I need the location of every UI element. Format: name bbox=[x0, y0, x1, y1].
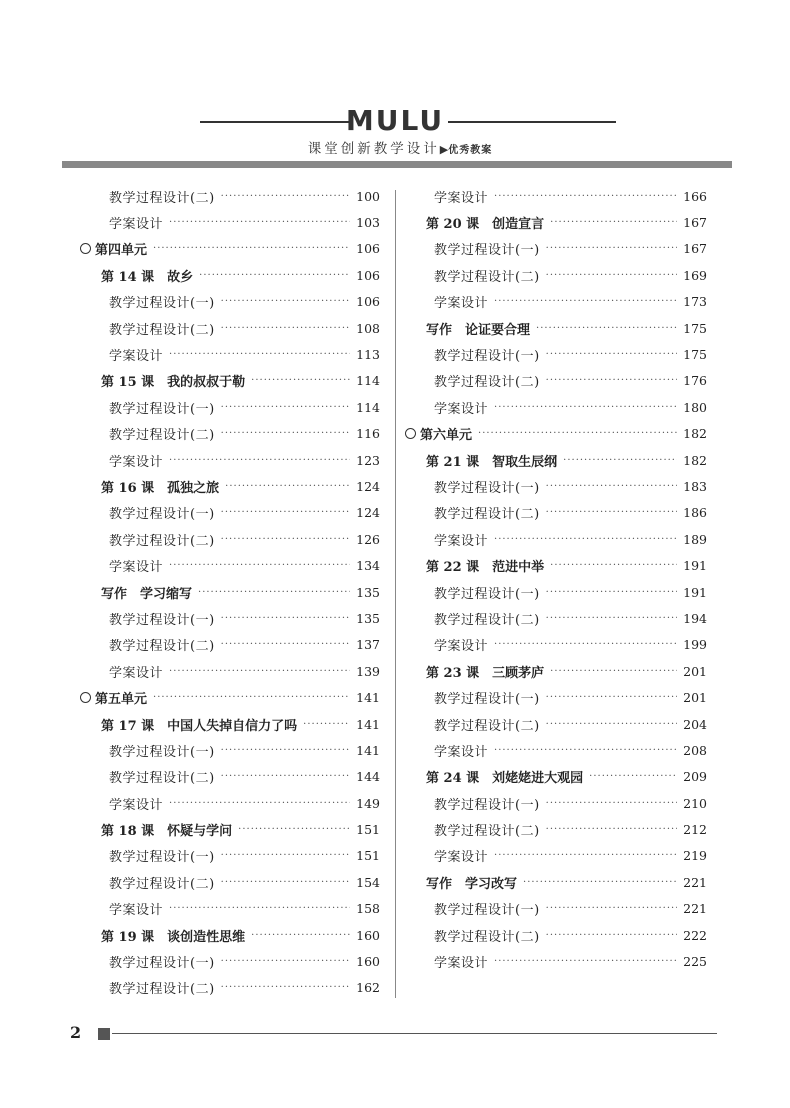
toc-entry-label: 第 21 课 智取生辰纲 bbox=[426, 454, 558, 470]
toc-entry-label: 教学过程设计(二) bbox=[434, 375, 540, 391]
dot-leader bbox=[546, 798, 677, 809]
toc-entry-label: 学案设计 bbox=[434, 850, 489, 866]
toc-entry-lesson[interactable] bbox=[80, 816, 380, 842]
dot-leader bbox=[546, 692, 677, 703]
toc-entry-page: 154 bbox=[356, 874, 380, 890]
dot-leader bbox=[199, 270, 350, 281]
toc-entry-page: 151 bbox=[356, 848, 380, 864]
dot-leader bbox=[550, 560, 677, 571]
toc-entry-page: 176 bbox=[683, 373, 707, 389]
dot-leader bbox=[546, 613, 677, 624]
toc-entry-label: 第 19 课 谈创造性思维 bbox=[101, 929, 246, 945]
toc-entry-label: 教学过程设计(二) bbox=[434, 718, 540, 734]
dot-leader bbox=[546, 270, 677, 281]
toc-entry-page: 204 bbox=[683, 716, 707, 732]
toc-entry-lesson[interactable] bbox=[80, 922, 380, 948]
toc-entry-page: 139 bbox=[356, 663, 380, 679]
toc-entry-sub[interactable] bbox=[80, 843, 380, 869]
toc-entry-page: 194 bbox=[683, 610, 707, 626]
arrow-icon: ▶ bbox=[439, 143, 449, 156]
toc-entry-label: 写作 学习缩写 bbox=[101, 586, 193, 602]
dot-leader bbox=[221, 507, 350, 518]
toc-entry-label: 教学过程设计(一) bbox=[434, 903, 540, 919]
toc-entry-page: 182 bbox=[683, 426, 707, 442]
toc-entry-page: 126 bbox=[356, 531, 380, 547]
toc-entry-sub[interactable] bbox=[405, 948, 707, 974]
toc-entry-sub[interactable] bbox=[405, 843, 707, 869]
toc-entry-sub[interactable] bbox=[405, 183, 707, 209]
dot-leader bbox=[198, 587, 350, 598]
toc-entry-label: 学案设计 bbox=[109, 217, 164, 233]
toc-entry-lesson[interactable] bbox=[80, 579, 380, 605]
dot-leader bbox=[221, 639, 350, 650]
toc-entry-page: 210 bbox=[683, 795, 707, 811]
toc-entry-lesson[interactable] bbox=[80, 368, 380, 394]
toc-entry-label: 教学过程设计(二) bbox=[109, 322, 215, 338]
toc-entry-page: 208 bbox=[683, 742, 707, 758]
toc-entry-page: 221 bbox=[683, 901, 707, 917]
toc-entry-sub[interactable] bbox=[405, 262, 707, 288]
header-rule-left bbox=[200, 121, 350, 123]
dot-leader bbox=[546, 824, 677, 835]
toc-entry-label: 第 23 课 三顾茅庐 bbox=[426, 665, 545, 681]
toc-entry-page: 135 bbox=[356, 610, 380, 626]
toc-entry-page: 183 bbox=[683, 478, 707, 494]
footer-square bbox=[98, 1028, 110, 1040]
toc-right-column bbox=[405, 183, 707, 975]
toc-entry-page: 182 bbox=[683, 452, 707, 468]
dot-leader bbox=[221, 191, 350, 202]
dot-leader bbox=[494, 850, 677, 861]
dot-leader bbox=[221, 428, 350, 439]
dot-leader bbox=[546, 507, 677, 518]
toc-entry-page: 103 bbox=[356, 215, 380, 231]
toc-entry-label: 第 15 课 我的叔叔于勒 bbox=[101, 375, 246, 391]
toc-entry-label: 学案设计 bbox=[434, 401, 489, 417]
dot-leader bbox=[169, 349, 350, 360]
toc-entry-label: 写作 论证要合理 bbox=[426, 322, 531, 338]
toc-entry-page: 123 bbox=[356, 452, 380, 468]
toc-entry-sub[interactable] bbox=[405, 632, 707, 658]
toc-entry-sub[interactable] bbox=[80, 975, 380, 1001]
column-divider bbox=[395, 190, 396, 998]
toc-entry-label: 教学过程设计(二) bbox=[109, 771, 215, 787]
dot-leader bbox=[494, 402, 677, 413]
dot-leader bbox=[550, 666, 677, 677]
toc-entry-lesson[interactable] bbox=[405, 552, 707, 578]
toc-entry-page: 180 bbox=[683, 399, 707, 415]
toc-entry-sub[interactable] bbox=[405, 737, 707, 763]
toc-entry-label: 教学过程设计(二) bbox=[434, 507, 540, 523]
toc-entry-page: 114 bbox=[356, 399, 380, 415]
toc-entry-label: 学案设计 bbox=[109, 454, 164, 470]
toc-entry-label: 第 20 课 创造宣言 bbox=[426, 217, 545, 233]
dot-leader bbox=[478, 428, 677, 439]
toc-entry-lesson[interactable] bbox=[405, 764, 707, 790]
toc-entry-page: 134 bbox=[356, 558, 380, 574]
dot-leader bbox=[251, 930, 350, 941]
toc-entry-label: 教学过程设计(二) bbox=[109, 190, 215, 206]
toc-entry-page: 114 bbox=[356, 373, 380, 389]
toc-entry-sub[interactable] bbox=[80, 315, 380, 341]
toc-entry-page: 212 bbox=[683, 822, 707, 838]
toc-entry-label: 教学过程设计(一) bbox=[434, 797, 540, 813]
dot-leader bbox=[169, 217, 350, 228]
toc-entry-sub[interactable] bbox=[405, 896, 707, 922]
toc-entry-label: 教学过程设计(一) bbox=[109, 612, 215, 628]
toc-entry-label: 学案设计 bbox=[109, 349, 164, 365]
toc-entry-lesson[interactable] bbox=[405, 209, 707, 235]
toc-entry-page: 113 bbox=[356, 347, 380, 363]
dot-leader bbox=[494, 191, 677, 202]
toc-entry-label: 学案设计 bbox=[434, 533, 489, 549]
toc-entry-sub[interactable] bbox=[80, 289, 380, 315]
circle-bullet-icon bbox=[405, 428, 416, 439]
toc-entry-label: 第 24 课 刘姥姥进大观园 bbox=[426, 771, 584, 787]
dot-leader bbox=[563, 455, 677, 466]
circle-bullet-icon bbox=[80, 243, 91, 254]
toc-entry-page: 222 bbox=[683, 927, 707, 943]
toc-entry-page: 175 bbox=[683, 347, 707, 363]
toc-entry-page: 124 bbox=[356, 505, 380, 521]
toc-entry-label: 教学过程设计(二) bbox=[109, 639, 215, 655]
dot-leader bbox=[546, 719, 677, 730]
toc-entry-page: 160 bbox=[356, 927, 380, 943]
toc-entry-sub[interactable] bbox=[405, 711, 707, 737]
toc-entry-label: 第 18 课 怀疑与学问 bbox=[101, 824, 233, 840]
toc-entry-page: 162 bbox=[356, 980, 380, 996]
toc-entry-page: 191 bbox=[683, 584, 707, 600]
toc-entry-sub[interactable] bbox=[80, 421, 380, 447]
dot-leader bbox=[221, 850, 350, 861]
toc-entry-label: 教学过程设计(二) bbox=[109, 533, 215, 549]
toc-entry-page: 175 bbox=[683, 320, 707, 336]
toc-entry-sub[interactable] bbox=[405, 790, 707, 816]
toc-entry-sub[interactable] bbox=[80, 896, 380, 922]
toc-entry-label: 第六单元 bbox=[420, 428, 473, 444]
dot-leader bbox=[221, 745, 350, 756]
toc-entry-page: 225 bbox=[683, 954, 707, 970]
dot-leader bbox=[303, 719, 350, 730]
toc-entry-page: 191 bbox=[683, 558, 707, 574]
dot-leader bbox=[546, 243, 677, 254]
dot-leader bbox=[221, 296, 350, 307]
toc-entry-page: 135 bbox=[356, 584, 380, 600]
toc-entry-unit[interactable] bbox=[80, 684, 380, 710]
toc-entry-label: 教学过程设计(二) bbox=[109, 428, 215, 444]
dot-leader bbox=[550, 217, 677, 228]
toc-entry-sub[interactable] bbox=[80, 764, 380, 790]
toc-entry-page: 124 bbox=[356, 478, 380, 494]
dot-leader bbox=[546, 375, 677, 386]
toc-entry-sub[interactable] bbox=[405, 368, 707, 394]
toc-entry-page: 141 bbox=[356, 716, 380, 732]
dot-leader bbox=[221, 534, 350, 545]
dot-leader bbox=[153, 692, 350, 703]
toc-entry-label: 教学过程设计(二) bbox=[109, 982, 215, 998]
toc-entry-label: 学案设计 bbox=[109, 903, 164, 919]
toc-entry-lesson[interactable] bbox=[405, 658, 707, 684]
toc-entry-label: 学案设计 bbox=[434, 744, 489, 760]
toc-entry-lesson[interactable] bbox=[405, 315, 707, 341]
toc-entry-page: 201 bbox=[683, 663, 707, 679]
toc-entry-page: 149 bbox=[356, 795, 380, 811]
dot-leader bbox=[546, 903, 677, 914]
toc-entry-page: 106 bbox=[356, 294, 380, 310]
toc-entry-label: 第 22 课 范进中举 bbox=[426, 560, 545, 576]
toc-entry-label: 教学过程设计(一) bbox=[109, 850, 215, 866]
toc-entry-sub[interactable] bbox=[80, 737, 380, 763]
toc-entry-label: 教学过程设计(二) bbox=[434, 929, 540, 945]
toc-entry-label: 教学过程设计(二) bbox=[109, 876, 215, 892]
dot-leader bbox=[251, 375, 350, 386]
toc-entry-page: 167 bbox=[683, 241, 707, 257]
dot-leader bbox=[221, 402, 350, 413]
dot-leader bbox=[221, 613, 350, 624]
toc-entry-sub[interactable] bbox=[80, 948, 380, 974]
toc-entry-page: 201 bbox=[683, 690, 707, 706]
toc-entry-label: 学案设计 bbox=[109, 560, 164, 576]
toc-entry-lesson[interactable] bbox=[405, 869, 707, 895]
toc-entry-label: 教学过程设计(二) bbox=[434, 269, 540, 285]
dot-leader bbox=[546, 587, 677, 598]
toc-entry-sub[interactable] bbox=[405, 500, 707, 526]
dot-leader bbox=[494, 639, 677, 650]
toc-entry-sub[interactable] bbox=[80, 447, 380, 473]
dot-leader bbox=[523, 877, 677, 888]
toc-entry-page: 100 bbox=[356, 188, 380, 204]
toc-entry-label: 第 17 课 中国人失掉自信力了吗 bbox=[101, 718, 298, 734]
toc-entry-label: 学案设计 bbox=[434, 190, 489, 206]
toc-entry-sub[interactable] bbox=[80, 394, 380, 420]
toc-entry-page: 106 bbox=[356, 267, 380, 283]
dot-leader bbox=[169, 560, 350, 571]
dot-leader bbox=[238, 824, 350, 835]
toc-entry-label: 教学过程设计(一) bbox=[109, 956, 215, 972]
toc-entry-label: 教学过程设计(一) bbox=[109, 507, 215, 523]
toc-entry-lesson[interactable] bbox=[80, 711, 380, 737]
toc-entry-sub[interactable] bbox=[80, 790, 380, 816]
dot-leader bbox=[221, 323, 350, 334]
toc-entry-label: 学案设计 bbox=[109, 797, 164, 813]
dot-leader bbox=[169, 798, 350, 809]
toc-entry-label: 学案设计 bbox=[434, 956, 489, 972]
toc-entry-sub[interactable] bbox=[80, 500, 380, 526]
dot-leader bbox=[169, 903, 350, 914]
page-number: 2 bbox=[70, 1023, 82, 1042]
toc-entry-sub[interactable] bbox=[405, 605, 707, 631]
toc-entry-unit[interactable] bbox=[80, 236, 380, 262]
toc-entry-page: 209 bbox=[683, 769, 707, 785]
toc-entry-lesson[interactable] bbox=[405, 447, 707, 473]
dot-leader bbox=[221, 877, 350, 888]
toc-entry-page: 169 bbox=[683, 267, 707, 283]
toc-entry-label: 第 14 课 故乡 bbox=[101, 269, 194, 285]
toc-entry-label: 学案设计 bbox=[434, 296, 489, 312]
toc-entry-page: 173 bbox=[683, 294, 707, 310]
toc-entry-lesson[interactable] bbox=[80, 262, 380, 288]
toc-entry-page: 106 bbox=[356, 241, 380, 257]
toc-entry-page: 199 bbox=[683, 637, 707, 653]
toc-entry-sub[interactable] bbox=[405, 236, 707, 262]
dot-leader bbox=[221, 982, 350, 993]
toc-entry-page: 221 bbox=[683, 874, 707, 890]
header-bar bbox=[62, 161, 732, 168]
footer-rule bbox=[112, 1033, 717, 1034]
dot-leader bbox=[169, 455, 350, 466]
toc-entry-sub[interactable] bbox=[405, 816, 707, 842]
toc-entry-page: 141 bbox=[356, 690, 380, 706]
toc-entry-sub[interactable] bbox=[80, 552, 380, 578]
toc-entry-sub[interactable] bbox=[80, 526, 380, 552]
toc-entry-label: 学案设计 bbox=[109, 665, 164, 681]
dot-leader bbox=[546, 349, 677, 360]
toc-entry-sub[interactable] bbox=[405, 684, 707, 710]
dot-leader bbox=[225, 481, 350, 492]
toc-entry-label: 第 16 课 孤独之旅 bbox=[101, 480, 220, 496]
toc-entry-lesson[interactable] bbox=[80, 473, 380, 499]
toc-entry-page: 219 bbox=[683, 848, 707, 864]
toc-entry-page: 166 bbox=[683, 188, 707, 204]
toc-entry-page: 137 bbox=[356, 637, 380, 653]
toc-entry-sub[interactable] bbox=[405, 473, 707, 499]
toc-entry-label: 教学过程设计(一) bbox=[109, 744, 215, 760]
dot-leader bbox=[221, 956, 350, 967]
toc-entry-sub[interactable] bbox=[405, 579, 707, 605]
page-subtitle bbox=[300, 137, 500, 157]
toc-entry-label: 教学过程设计(一) bbox=[109, 296, 215, 312]
toc-entry-label: 第五单元 bbox=[95, 692, 148, 708]
toc-entry-label: 学案设计 bbox=[434, 639, 489, 655]
toc-entry-sub[interactable] bbox=[80, 209, 380, 235]
toc-entry-page: 189 bbox=[683, 531, 707, 547]
toc-entry-sub[interactable] bbox=[80, 632, 380, 658]
dot-leader bbox=[589, 771, 677, 782]
dot-leader bbox=[494, 745, 677, 756]
dot-leader bbox=[494, 534, 677, 545]
toc-entry-label: 教学过程设计(一) bbox=[434, 480, 540, 496]
dot-leader bbox=[546, 481, 677, 492]
header-rule-right bbox=[448, 121, 616, 123]
toc-entry-sub[interactable] bbox=[80, 183, 380, 209]
toc-entry-page: 160 bbox=[356, 954, 380, 970]
toc-entry-label: 教学过程设计(一) bbox=[434, 349, 540, 365]
toc-left-column bbox=[80, 183, 380, 1001]
toc-entry-sub[interactable] bbox=[405, 394, 707, 420]
toc-entry-sub[interactable] bbox=[80, 605, 380, 631]
toc-entry-label: 教学过程设计(一) bbox=[434, 586, 540, 602]
toc-entry-sub[interactable] bbox=[405, 341, 707, 367]
page-title: MULU bbox=[345, 104, 445, 137]
dot-leader bbox=[536, 323, 677, 334]
toc-entry-label: 写作 学习改写 bbox=[426, 876, 518, 892]
toc-entry-label: 教学过程设计(一) bbox=[434, 243, 540, 259]
dot-leader bbox=[546, 930, 677, 941]
toc-entry-sub[interactable] bbox=[405, 922, 707, 948]
dot-leader bbox=[153, 243, 350, 254]
toc-entry-sub[interactable] bbox=[80, 869, 380, 895]
toc-entry-sub[interactable] bbox=[80, 341, 380, 367]
toc-entry-page: 158 bbox=[356, 901, 380, 917]
toc-entry-label: 教学过程设计(一) bbox=[434, 692, 540, 708]
toc-entry-page: 144 bbox=[356, 769, 380, 785]
toc-entry-unit[interactable] bbox=[405, 421, 707, 447]
circle-bullet-icon bbox=[80, 692, 91, 703]
subtitle-text: 课堂创新教学设计 bbox=[307, 141, 440, 157]
toc-entry-label: 教学过程设计(一) bbox=[109, 401, 215, 417]
toc-entry-page: 108 bbox=[356, 320, 380, 336]
toc-entry-page: 151 bbox=[356, 822, 380, 838]
toc-entry-page: 167 bbox=[683, 215, 707, 231]
toc-entry-sub[interactable] bbox=[405, 526, 707, 552]
toc-entry-sub[interactable] bbox=[80, 658, 380, 684]
toc-entry-page: 186 bbox=[683, 505, 707, 521]
toc-entry-label: 教学过程设计(二) bbox=[434, 824, 540, 840]
toc-entry-label: 教学过程设计(二) bbox=[434, 612, 540, 628]
toc-entry-page: 116 bbox=[356, 426, 380, 442]
dot-leader bbox=[494, 956, 677, 967]
toc-entry-page: 141 bbox=[356, 742, 380, 758]
dot-leader bbox=[221, 771, 350, 782]
dot-leader bbox=[494, 296, 677, 307]
subtitle-tag: 优秀教案 bbox=[448, 145, 493, 156]
toc-entry-label: 第四单元 bbox=[95, 243, 148, 259]
dot-leader bbox=[169, 666, 350, 677]
toc-entry-sub[interactable] bbox=[405, 289, 707, 315]
